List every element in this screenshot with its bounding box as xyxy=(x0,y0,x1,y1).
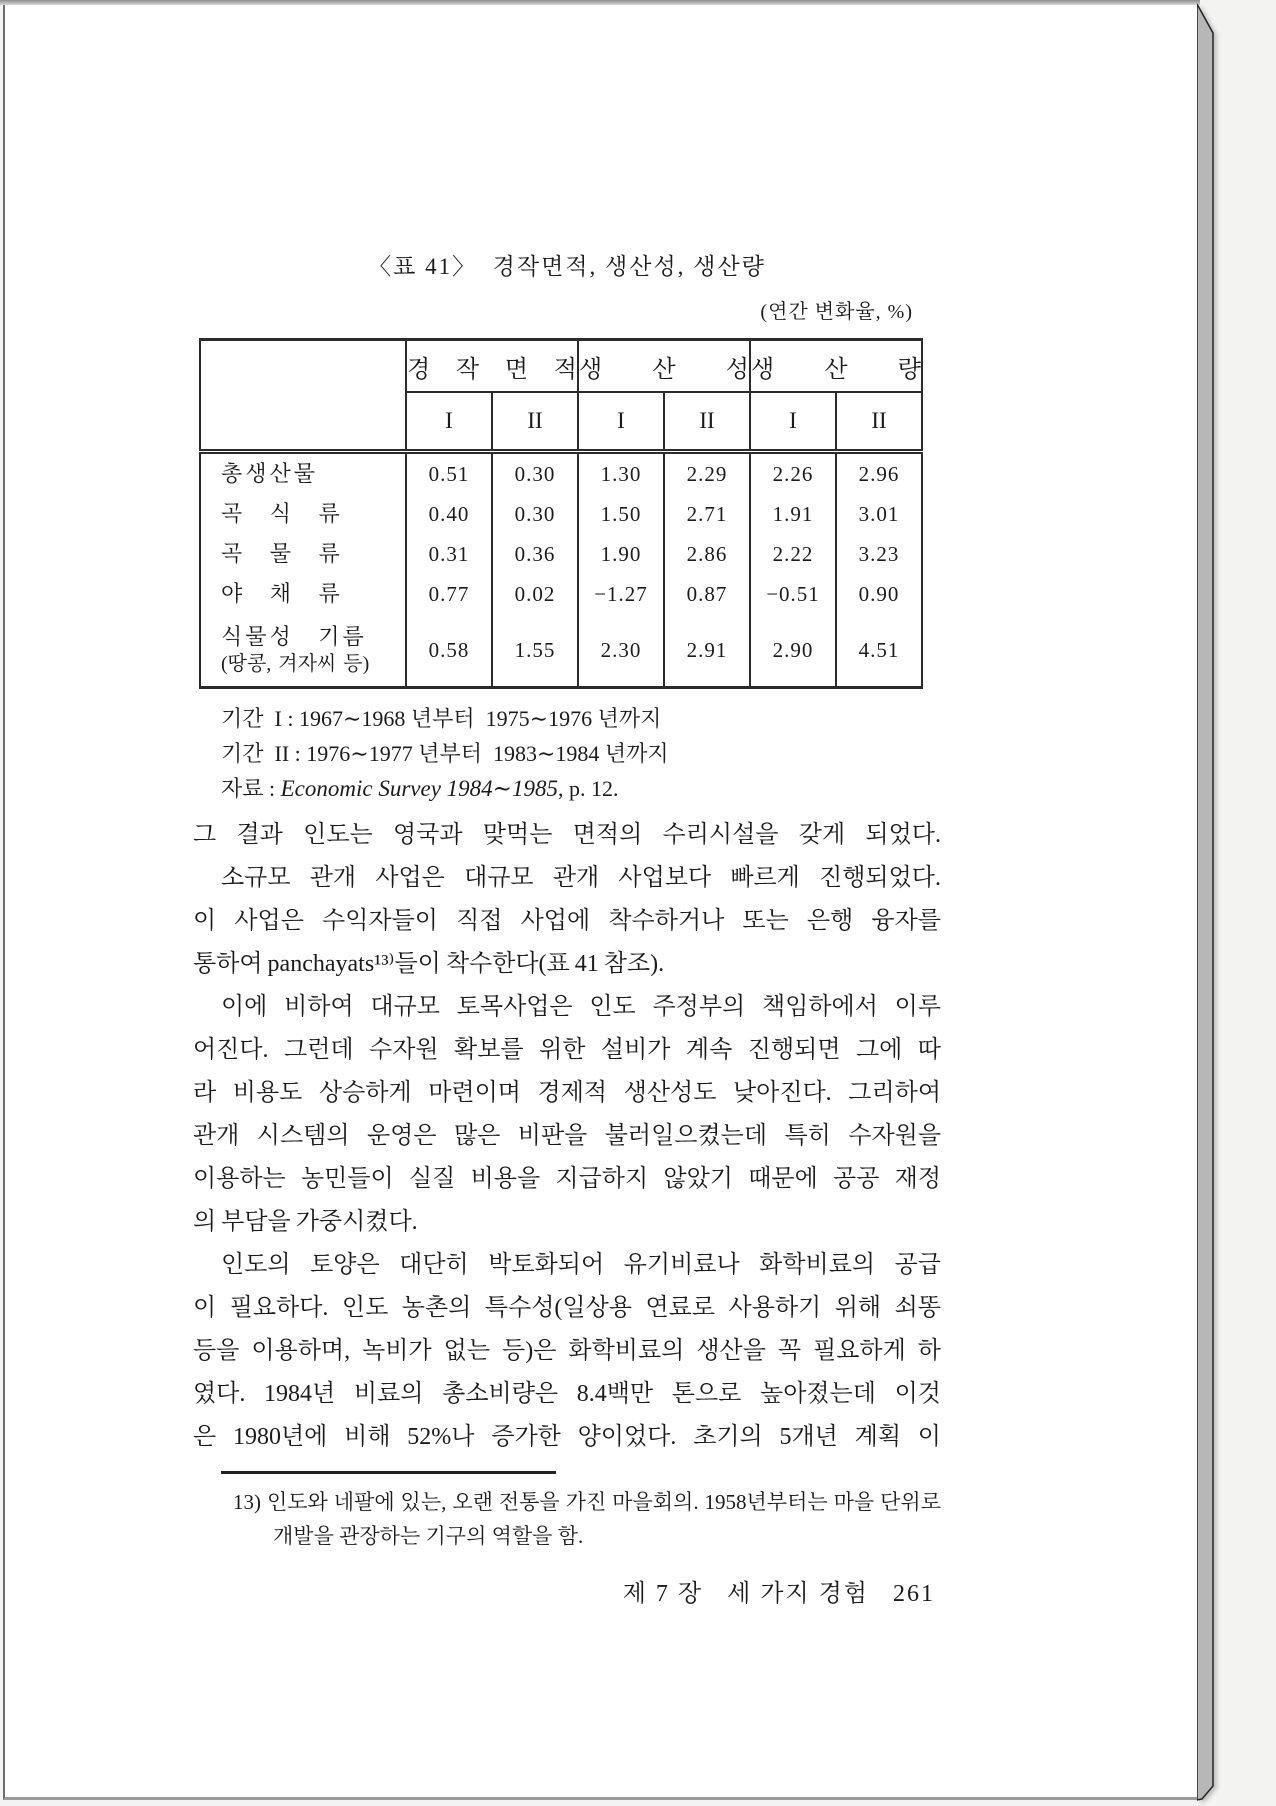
body-line: 이용하는 농민들이 실질 비용을 지급하지 않았기 때문에 공공 재정 xyxy=(193,1166,941,1192)
source-prefix: 자료 : xyxy=(221,776,281,801)
cell-value: 1.30 xyxy=(578,452,664,495)
subcol-period: I xyxy=(578,392,664,452)
footnote xyxy=(233,1485,941,1553)
body-line: 였다. 1984년 비료의 총소비량은 8.4백만 톤으로 높아졌는데 이것 xyxy=(193,1381,941,1407)
body-line: 은 1980년에 비해 52%나 증가한 양이었다. 초기의 5개년 계획 이 xyxy=(193,1424,941,1450)
source-title: Economic Survey 1984∼1985 xyxy=(280,776,558,801)
subcol-period: II xyxy=(664,392,750,452)
subcol-period: I xyxy=(750,392,836,452)
cell-value: 4.51 xyxy=(836,614,922,688)
subcol-period: I xyxy=(406,392,492,452)
cell-value: 3.01 xyxy=(836,494,922,534)
body-line: 소규모 관개 사업은 대규모 관개 사업보다 빠르게 진행되었다. xyxy=(221,865,941,891)
row-label: 곡 식 류 xyxy=(221,501,343,526)
table-row xyxy=(200,534,922,574)
cell-value: 1.91 xyxy=(750,494,836,534)
cell-value: 2.96 xyxy=(836,452,922,495)
cell-value: 0.30 xyxy=(492,452,578,495)
cell-value: 0.87 xyxy=(664,574,750,614)
subcol-period: II xyxy=(836,392,922,452)
body-line: 등을 이용하며, 녹비가 없는 등)은 화학비료의 생산을 꼭 필요하게 하 xyxy=(193,1338,941,1364)
cell-value: 2.30 xyxy=(578,614,664,688)
footnote-line: 13) 인도와 네팔에 있는, 오랜 전통을 가진 마을회의. 1958년부터는 마을 단위로 xyxy=(233,1490,941,1514)
col-group-production: 생 산 량 xyxy=(750,340,922,393)
cell-value: 0.31 xyxy=(406,534,492,574)
body-paragraphs xyxy=(193,814,941,1459)
table-unit-note: (연간 변화율, %) xyxy=(760,301,913,323)
cell-value: 1.50 xyxy=(578,494,664,534)
body-line: 이에 비하여 대규모 토목사업은 인도 주정부의 책임하에서 이루 xyxy=(221,994,941,1020)
source-tail: , p. 12. xyxy=(557,776,619,801)
cell-value: 0.30 xyxy=(492,494,578,534)
table-note-period-1: 기간 I : 1967∼1968 년부터 1975∼1976 년까지 xyxy=(221,706,662,731)
label-column-header xyxy=(200,340,406,452)
table-row xyxy=(200,494,922,534)
table-group-header-row xyxy=(200,340,922,393)
cell-value: 0.58 xyxy=(406,614,492,688)
body-line: 어진다. 그런데 수자원 확보를 위한 설비가 계속 진행되면 그에 따 xyxy=(193,1037,941,1063)
cell-value: −0.51 xyxy=(750,574,836,614)
table-row xyxy=(200,452,922,495)
cell-value: 2.22 xyxy=(750,534,836,574)
row-label: 야 채 류 xyxy=(221,581,343,606)
cell-value: 2.86 xyxy=(664,534,750,574)
table-title: 〈표 41〉 경작면적, 생산성, 생산량 xyxy=(368,254,766,279)
cell-value: 1.55 xyxy=(492,614,578,688)
body-line: 인도의 토양은 대단히 박토화되어 유기비료나 화학비료의 공급 xyxy=(221,1252,941,1278)
cell-value: 0.36 xyxy=(492,534,578,574)
body-line: 그 결과 인도는 영국과 맞먹는 면적의 수리시설을 갖게 되었다. xyxy=(193,822,941,848)
cell-value: 2.90 xyxy=(750,614,836,688)
crops-table xyxy=(199,338,923,689)
page-top-edge xyxy=(0,0,1200,5)
cell-value: −1.27 xyxy=(578,574,664,614)
page-edge xyxy=(1197,0,1219,1806)
table-note-source xyxy=(221,771,941,806)
body-line: 라 비용도 상승하게 마련이며 경제적 생산성도 낮아진다. 그리하여 xyxy=(193,1080,941,1106)
body-line: 의 부담을 가중시켰다. xyxy=(193,1209,418,1235)
body-line: 관개 시스템의 운영은 많은 비판을 불러일으켰는데 특히 수자원을 xyxy=(193,1123,941,1149)
cell-value: 1.90 xyxy=(578,534,664,574)
table-row xyxy=(200,614,922,688)
cell-value: 2.91 xyxy=(664,614,750,688)
cell-value: 0.51 xyxy=(406,452,492,495)
body-line: 이 사업은 수익자들이 직접 사업에 착수하거나 또는 은행 융자를 xyxy=(193,908,941,934)
cell-value: 3.23 xyxy=(836,534,922,574)
footnote-line: 개발을 관장하는 기구의 역할을 함. xyxy=(273,1524,584,1548)
page-content xyxy=(193,0,941,1608)
row-label: 식물성 기름 (땅콩, 겨자씨 등) xyxy=(221,624,370,675)
cell-value: 2.71 xyxy=(664,494,750,534)
cell-value: 0.40 xyxy=(406,494,492,534)
row-label: 곡 물 류 xyxy=(221,541,343,566)
book-page xyxy=(3,0,1198,1800)
col-group-productivity: 생 산 성 xyxy=(578,340,750,393)
cell-value: 0.90 xyxy=(836,574,922,614)
table-row xyxy=(200,574,922,614)
footnote-divider xyxy=(221,1471,556,1474)
subcol-period: II xyxy=(492,392,578,452)
cell-value: 2.29 xyxy=(664,452,750,495)
body-line: 통하여 panchayats¹³⁾들이 착수한다(표 41 참조). xyxy=(193,951,665,977)
cell-value: 0.02 xyxy=(492,574,578,614)
col-group-cultivated-area: 경 작 면 적 xyxy=(406,340,578,393)
table-note-period-2: 기간 II : 1976∼1977 년부터 1983∼1984 년까지 xyxy=(221,741,669,766)
row-label: 총생산물 xyxy=(221,461,319,486)
body-line: 이 필요하다. 인도 농촌의 특수성(일상용 연료로 사용하기 위해 쇠똥 xyxy=(193,1295,941,1321)
table-notes xyxy=(221,701,941,806)
cell-value: 2.26 xyxy=(750,452,836,495)
page-footer: 제 7 장 세 가지 경험 261 xyxy=(622,1581,935,1607)
cell-value: 0.77 xyxy=(406,574,492,614)
